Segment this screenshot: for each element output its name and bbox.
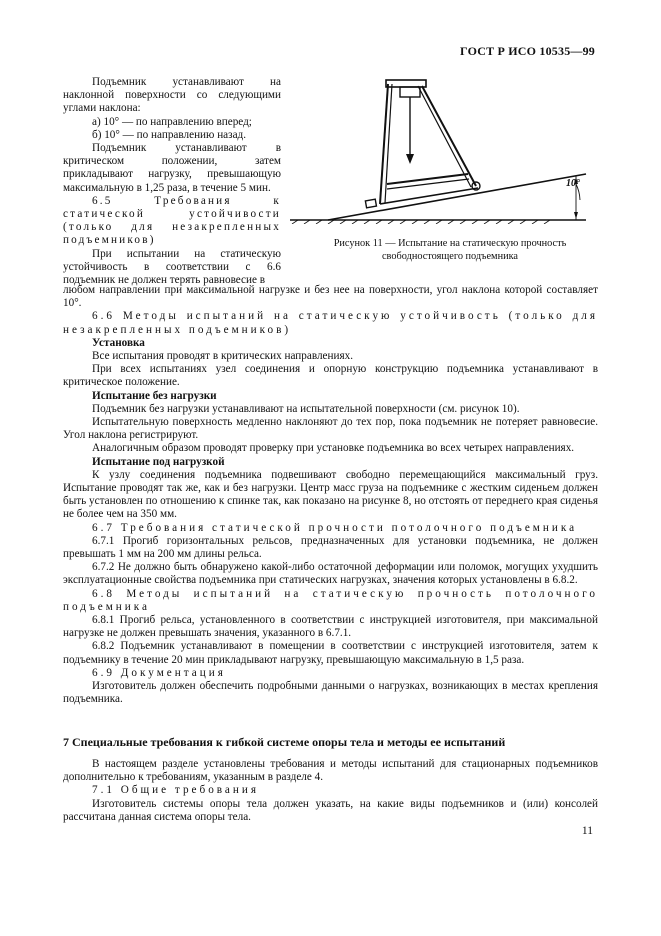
paragraph: 6.8.1 Прогиб рельса, установленного в соответствии с инструкцией изготовителя, при максимальной нагрузке не должен превышать значения, указанного в 6.7.1. xyxy=(63,614,598,640)
section-heading-6-8: 6.8 Методы испытаний на статическую прочность потолочного подъемника xyxy=(63,587,598,613)
caption-line-1: Рисунок 11 — Испытание на статическую прочность xyxy=(333,238,567,249)
paragraph: Подъемник без нагрузки устанавливают на испытательной поверхности (см. рисунок 10). xyxy=(92,402,520,415)
paragraph: В настоящем разделе установлены требования и методы испытаний для стационарных подъемников дополнительно к требованиям, указанным в разделе 4. xyxy=(63,758,598,784)
section-heading-6-5: 6.5 Требования к статической устойчивости (только для незакрепленных подъемников) xyxy=(63,194,281,247)
paragraph: При всех испытаниях узел соединения и опорную конструкцию подъемника устанавливают в критическое положение. xyxy=(63,363,598,389)
paragraph: Изготовитель системы опоры тела должен указать, на какие виды подъемников и (или) консолей рассчитана данная система опоры тела. xyxy=(63,797,598,823)
lift-drawing xyxy=(288,74,600,224)
paragraph: 6.7.1 Прогиб горизонтальных рельсов, предназначенных для установки подъемника, не должен превышать 1 мм на 200 мм длины рельса. xyxy=(63,534,598,561)
paragraph: При испытании на статическую устойчивость в соответствии с 6.6 подъемник не должен терять равновесие в xyxy=(63,247,281,287)
main-body xyxy=(63,284,598,707)
section-heading-6-6: 6.6 Методы испытаний на статическую устойчивость (только для незакрепленных подъемников) xyxy=(63,310,598,336)
section-heading-6-9: 6.9 Документация xyxy=(92,666,226,679)
paragraph: Подъемник устанавливают на наклонной поверхности со следующими углами наклона: xyxy=(63,76,281,115)
list-item: а) 10° — по направлению вперед; xyxy=(92,115,252,128)
section-7-body xyxy=(63,758,598,824)
document-id: ГОСТ Р ИСО 10535—99 xyxy=(460,44,595,58)
subheading-under-load: Испытание под нагрузкой xyxy=(92,455,225,468)
paragraph: К узлу соединения подъемника подвешивают свободно перемещающийся максимальный груз. Испытание проводят так же, как и без нагрузки. Центр масс груза на подъемнике с жестким сиденьем должен быть установлен по отношению к спинке так, как показано на рисунке 8, но отстоять от переднего края сиденья не более чем на 350 мм. xyxy=(63,468,598,521)
section-7-title: 7 Специальные требования к гибкой системе опоры тела и методы ее испытаний xyxy=(63,735,506,749)
paragraph: Испытательную поверхность медленно наклоняют до тех пор, пока подъемник не потеряет равновесие. Угол наклона регистрируют. xyxy=(63,416,598,442)
paragraph: любом направлении при максимальной нагрузке и без нее на поверхности, угол наклона которой составляет 10°. xyxy=(63,284,598,310)
paragraph: Изготовитель должен обеспечить подробными данными о нагрузках, возникающих в местах крепления подъемника. xyxy=(63,680,598,706)
section-heading-7-1: 7.1 Общие требования xyxy=(92,784,260,797)
figure-caption xyxy=(300,238,600,263)
list-item: б) 10° — по направлению назад. xyxy=(92,128,247,141)
section-heading-6-7: 6.7 Требования статической прочности потолочного подъемника xyxy=(92,521,578,534)
paragraph: Подъемник устанавливают в критическом положении, затем прикладывают нагрузку, превышающую максимальную в 1,25 раза, в течение 5 мин. xyxy=(63,142,281,194)
subheading-setup: Установка xyxy=(92,336,145,349)
angle-label: 10° xyxy=(566,178,580,189)
paragraph: 6.8.2 Подъемник устанавливают в помещении в соответствии с инструкцией изготовителя, затем к подъемнику в течение 20 мин прикладывают нагрузку, превышающую максимальную в 1,5 раза. xyxy=(63,640,598,666)
paragraph: 6.7.2 Не должно быть обнаружено какой-либо остаточной деформации или поломок, могущих ухудшить эксплуатационные свойства подъемника при статических нагрузках, значения которых установлены в 6.8.2. xyxy=(63,561,598,587)
left-column xyxy=(63,76,281,287)
paragraph: Все испытания проводят в критических направлениях. xyxy=(92,350,354,363)
figure-11-lift-diagram xyxy=(288,74,600,224)
paragraph: Аналогичным образом проводят проверку при установке подъемника во всех четырех направлениях. xyxy=(92,442,575,455)
page-number: 11 xyxy=(581,825,593,837)
subheading-no-load: Испытание без нагрузки xyxy=(92,389,217,402)
caption-line-2: свободностоящего подъемника xyxy=(381,250,519,262)
